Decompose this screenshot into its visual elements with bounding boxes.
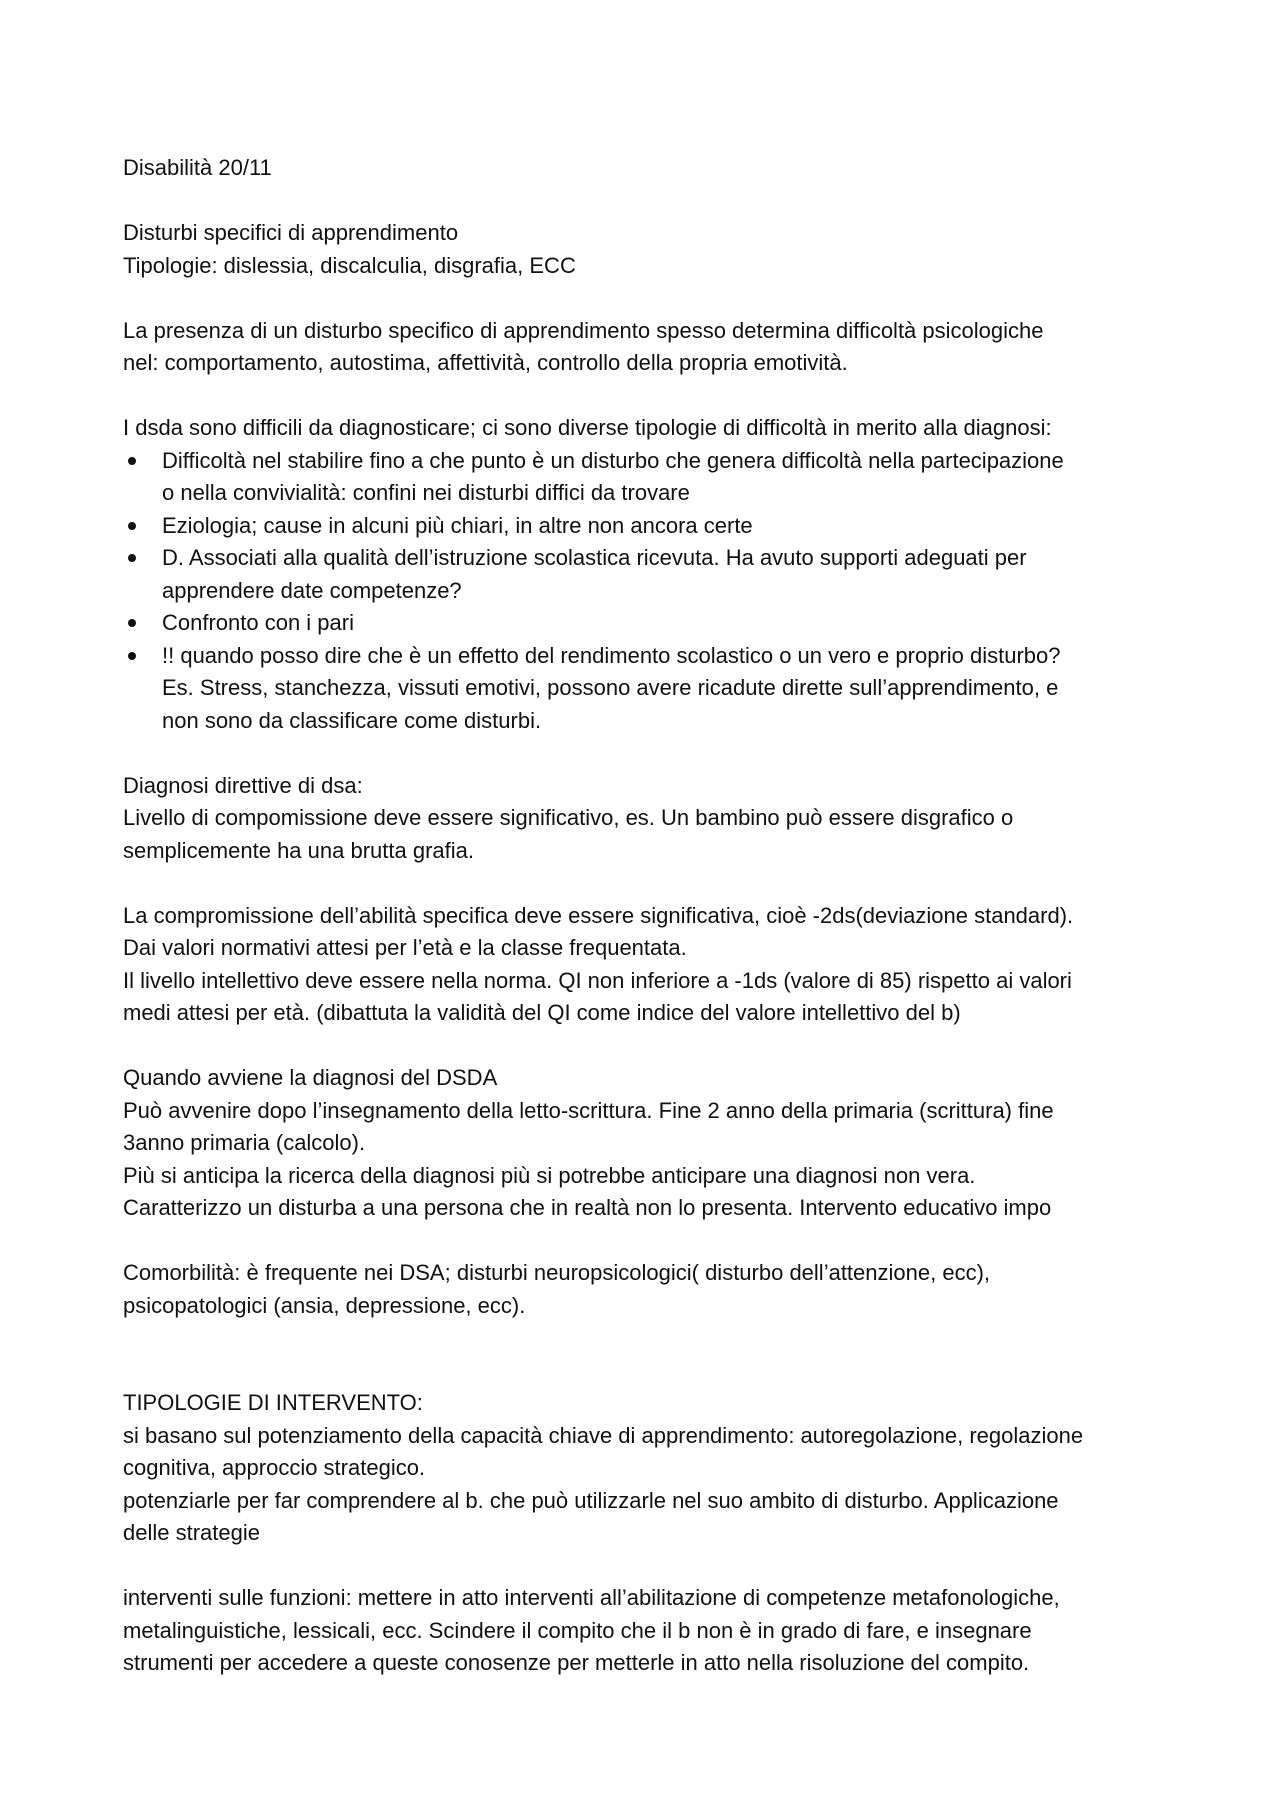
- spacer: [123, 1355, 1180, 1388]
- text-line: Eziologia; cause in alcuni più chiari, in altre non ancora certe: [162, 512, 753, 538]
- diagnosis-heading: Diagnosi direttive di dsa:: [123, 772, 363, 798]
- text-line: Comorbilità: è frequente nei DSA; disturbi neuropsicologici( disturbo dell’attenzione, ecc),: [123, 1260, 991, 1285]
- text-line: psicopatologici (ansia, depressione, ecc).: [123, 1292, 526, 1318]
- when-heading: Quando avviene la diagnosi del DSDA: [123, 1065, 498, 1090]
- spacer: [123, 282, 1180, 315]
- text-line: o nella convivialità: confini nei disturbi diffici da trovare: [162, 480, 690, 505]
- bullet-icon: [128, 457, 136, 465]
- text-line: !! quando posso dire che è un effetto del rendimento scolastico o un vero e proprio disturbo?: [162, 642, 1061, 668]
- spacer: [123, 1225, 1180, 1258]
- text-line: cognitiva, approccio strategico.: [123, 1455, 426, 1480]
- bullet-item: [123, 542, 1180, 607]
- bullet-item: [123, 607, 1180, 640]
- bullet-list: [123, 445, 1180, 738]
- bullet-icon: [128, 522, 136, 530]
- text-line: si basano sul potenziamento della capacità chiave di apprendimento: autoregolazione, regolazione: [123, 1422, 1084, 1448]
- spacer: [123, 1550, 1180, 1583]
- spacer: [123, 185, 1180, 218]
- text-line: Più si anticipa la ricerca della diagnosi più si potrebbe anticipare una diagnosi non vera.: [123, 1162, 976, 1188]
- section-heading: Disturbi specifici di apprendimento: [123, 220, 459, 245]
- spacer: [123, 1030, 1180, 1063]
- text-line: potenziarle per far comprendere al b. che può utilizzarle nel suo ambito di disturbo. Applicazione: [123, 1487, 1059, 1513]
- text-line: Livello di compomissione deve essere significativo, es. Un bambino può essere disgrafico o: [123, 805, 1014, 830]
- bullet-item: [123, 445, 1180, 510]
- bullet-icon: [128, 652, 136, 660]
- text-line: Es. Stress, stanchezza, vissuti emotivi, possono avere ricadute dirette sull’apprendimento, e: [162, 675, 1059, 700]
- text-line: La presenza di un disturbo specifico di apprendimento spesso determina difficoltà psicologiche: [123, 317, 1044, 343]
- text-line: La compromissione dell’abilità specifica deve essere significativa, cioè -2ds(deviazione standard).: [123, 902, 1074, 928]
- spacer: [123, 867, 1180, 900]
- text-line: strumenti per accedere a queste conosenze per metterle in atto nella risoluzione del compito.: [123, 1650, 1030, 1675]
- spacer: [123, 1322, 1180, 1355]
- text-line: nel: comportamento, autostima, affettività, controllo della propria emotività.: [123, 350, 848, 375]
- spacer: [123, 380, 1180, 413]
- text-line: interventi sulle funzioni: mettere in atto interventi all’abilitazione di competenze metafonologiche,: [123, 1585, 1060, 1610]
- bullet-icon: [128, 619, 136, 627]
- text-line: Difficoltà nel stabilire fino a che punto è un disturbo che genera difficoltà nella partecipazione: [162, 447, 1064, 473]
- text-line: D. Associati alla qualità dell’istruzione scolastica ricevuta. Ha avuto supporti adeguati per: [162, 545, 1027, 570]
- text-line: Confronto con i pari: [162, 610, 354, 635]
- text-line: non sono da classificare come disturbi.: [162, 707, 542, 733]
- text-line: Dai valori normativi attesi per l’età e la classe frequentata.: [123, 935, 687, 960]
- bullet-icon: [128, 554, 136, 562]
- bullet-item: [123, 510, 1180, 543]
- text-line: delle strategie: [123, 1520, 260, 1545]
- text-line: Il livello intellettivo deve essere nella norma. QI non inferiore a -1ds (valore di 85) rispetto ai valori: [123, 967, 1072, 993]
- text-line: Può avvenire dopo l’insegnamento della letto-scrittura. Fine 2 anno della primaria (scrittura) fine: [123, 1097, 1054, 1123]
- text-line: metalinguistiche, lessicali, ecc. Scindere il compito che il b non è in grado di fare, e insegnare: [123, 1617, 1032, 1643]
- paragraph: [123, 315, 1180, 380]
- document-title: Disabilità 20/11: [123, 155, 272, 180]
- text-line: Caratterizzo un disturba a una persona che in realtà non lo presenta. Intervento educativo impo: [123, 1195, 1052, 1220]
- text-line: medi attesi per età. (dibattuta la validità del QI come indice del valore intellettivo del b): [123, 1000, 961, 1025]
- text-line: semplicemente ha una brutta grafia.: [123, 837, 474, 863]
- text-line: apprendere date competenze?: [162, 577, 462, 603]
- spacer: [123, 737, 1180, 770]
- types-line: Tipologie: dislessia, discalculia, disgrafia, ECC: [123, 252, 576, 278]
- text-line: 3anno primaria (calcolo).: [123, 1130, 366, 1155]
- bullet-item: [123, 640, 1180, 738]
- diagnosis-difficulty-intro: I dsda sono difficili da diagnosticare; ci sono diverse tipologie di difficoltà in merito alla diagnosi:: [123, 415, 1052, 440]
- intervention-heading: TIPOLOGIE DI INTERVENTO:: [123, 1390, 423, 1415]
